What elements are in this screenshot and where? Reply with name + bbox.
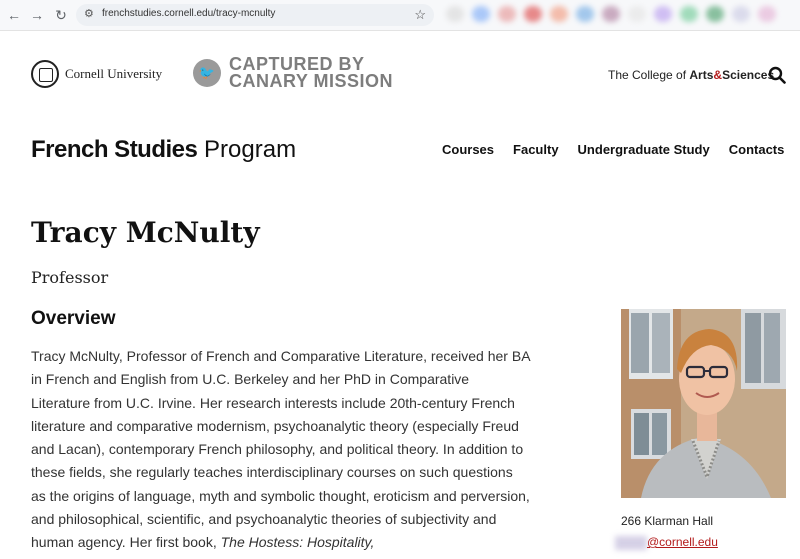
- browser-toolbar: [0, 0, 800, 31]
- site-info-icon[interactable]: ⚙: [84, 8, 94, 20]
- nav-undergraduate-study[interactable]: Undergraduate Study: [577, 142, 710, 157]
- college-prefix: The College of: [608, 68, 690, 82]
- cornell-logo[interactable]: [31, 60, 162, 88]
- person-title: Professor: [31, 268, 109, 287]
- address-bar[interactable]: [76, 4, 434, 26]
- cornell-seal-icon: [31, 60, 59, 88]
- forward-icon[interactable]: →: [30, 7, 44, 23]
- college-link[interactable]: [608, 68, 774, 82]
- program-title[interactable]: [31, 136, 296, 164]
- program-title-bold: French Studies: [31, 136, 198, 163]
- search-icon[interactable]: [768, 66, 786, 84]
- main-navigation: [442, 142, 784, 157]
- reload-icon[interactable]: ↻: [55, 7, 67, 23]
- college-arts: Arts: [689, 68, 714, 82]
- canary-line-2: CANARY MISSION: [229, 71, 394, 91]
- back-icon[interactable]: ←: [7, 7, 21, 23]
- nav-faculty[interactable]: Faculty: [513, 142, 559, 157]
- canary-bird-icon: 🐦: [193, 59, 221, 87]
- bio-paragraph: [31, 345, 531, 555]
- nav-courses[interactable]: Courses: [442, 142, 495, 157]
- profile-photo: [621, 309, 786, 498]
- canary-mission-watermark: [193, 56, 393, 90]
- program-title-rest: Program: [197, 136, 297, 163]
- office-location: 266 Klarman Hall: [621, 514, 714, 528]
- cornell-name: Cornell University: [65, 66, 163, 81]
- email-link[interactable]: @cornell.edu: [647, 535, 718, 549]
- bio-text: Tracy McNulty, Professor of French and Comparative Literature, received her BA in French and English from U.C. Berkeley and her PhD in Comparative Literature from U.C. Irvine. Her research interests include 20th-century French literature and comparative modernism, psychoanalytic theory (especially Freud and Lacan), contemporary French philosophy, and political theory. In addition to these fields, she regularly teaches interdisciplinary courses on such questions as the origins of language, myth and symbolic thought, eroticism and perversion, and philosophical, scientific, and psychoanalytic theories of subjectivity and human agency. Her first book,: [31, 348, 530, 551]
- email-redaction: [615, 536, 647, 550]
- canary-line-1: CAPTURED BY: [229, 54, 365, 74]
- bookmark-star-icon[interactable]: ☆: [414, 7, 426, 22]
- overview-heading: Overview: [31, 308, 116, 329]
- person-name: Tracy McNulty: [31, 216, 260, 249]
- profile-photo-image: [621, 309, 786, 498]
- bio-book-title: The Hostess: Hospitality,: [220, 534, 375, 551]
- college-sciences: Sciences: [722, 68, 775, 82]
- extensions-area: [446, 6, 800, 24]
- url-text[interactable]: frenchstudies.cornell.edu/tracy-mcnulty: [102, 8, 276, 19]
- college-amp: &: [713, 68, 723, 82]
- nav-contacts[interactable]: Contacts: [728, 142, 785, 157]
